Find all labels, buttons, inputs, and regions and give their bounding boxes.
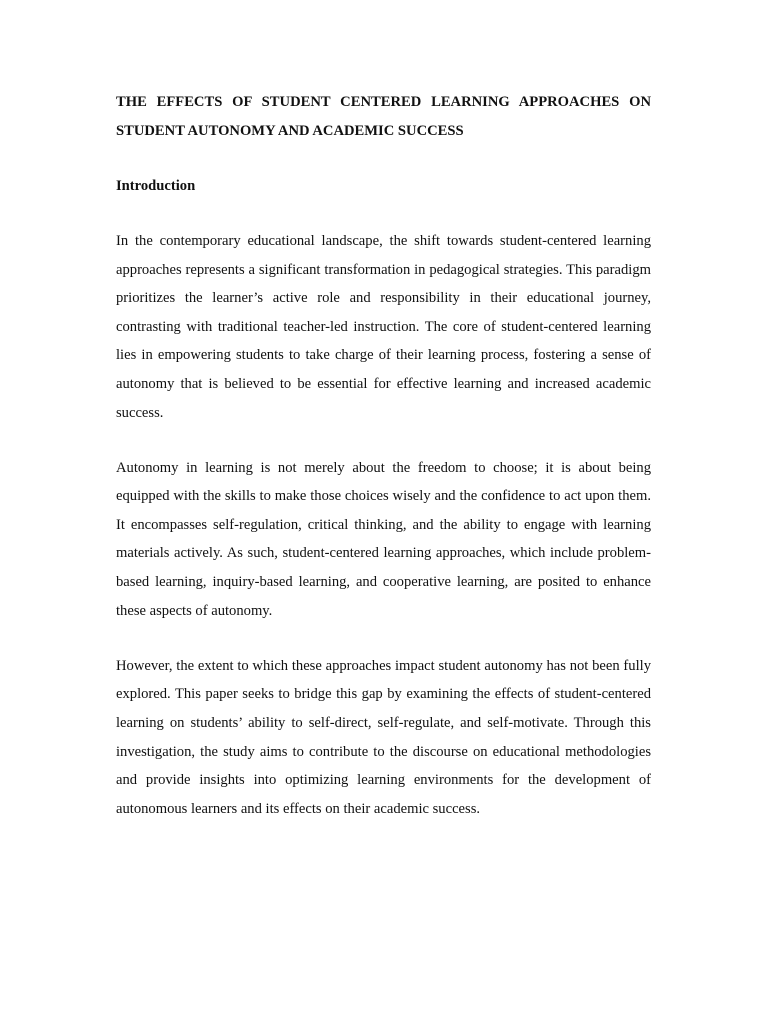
document-body — [116, 88, 651, 823]
section-heading-introduction: Introduction — [116, 178, 196, 194]
paragraph-3: However, the extent to which these approaches impact student autonomy has not been fully explored. This paper seeks to bridge this gap by examining the effects of student-centered learning on students’ ability to self-direct, self-regulate, and self-motivate. Through this investigation, the study aims to contribute to the discourse on educational methodologies and provide insights into optimizing learning environments for the development of autonomous learners and its effects on their academic success. — [116, 657, 651, 817]
paragraph-2: Autonomy in learning is not merely about the freedom to choose; it is about being equipped with the skills to make those choices wisely and the confidence to act upon them. It encompasses self-regulation, critical thinking, and the ability to engage with learning materials actively. As such, student-centered learning approaches, which include problem-based learning, inquiry-based learning, and cooperative learning, are posited to enhance these aspects of autonomy. — [116, 459, 651, 619]
paragraph-1: In the contemporary educational landscape, the shift towards student-centered learning approaches represents a significant transformation in pedagogical strategies. This paradigm prioritizes the learner’s active role and responsibility in their educational journey, contrasting with traditional teacher-led instruction. The core of student-centered learning lies in empowering students to take charge of their learning process, fostering a sense of autonomy that is believed to be essential for effective learning and increased academic success. — [116, 233, 651, 421]
document-title: THE EFFECTS OF STUDENT CENTERED LEARNING APPROACHES ON STUDENT AUTONOMY AND ACADEMIC SUCCESS — [116, 94, 651, 139]
